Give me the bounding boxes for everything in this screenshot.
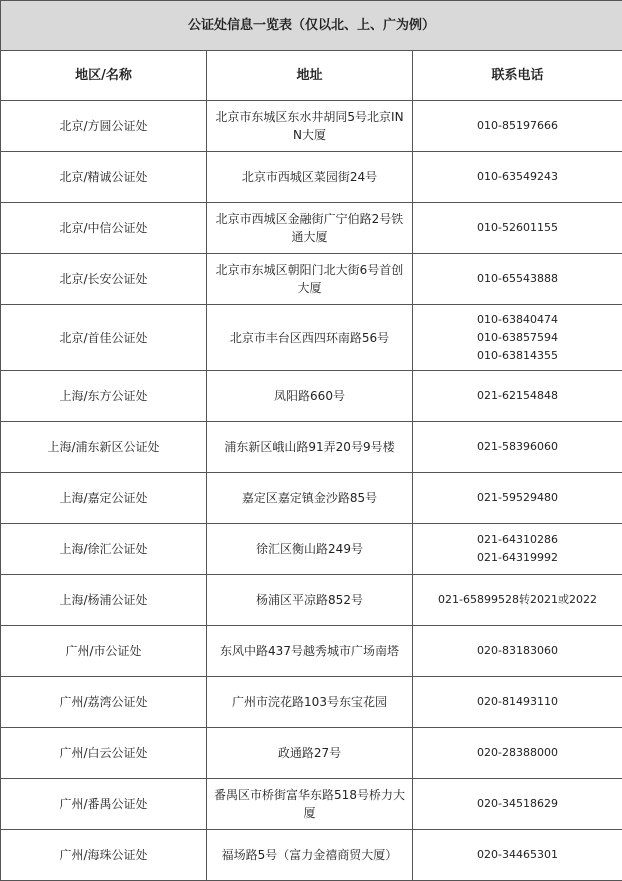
phone-number: 021-62154848: [477, 389, 558, 402]
address-cell: 北京市西城区金融街广宁伯路2号铁通大厦: [207, 203, 413, 254]
phone-cell: [413, 152, 622, 203]
office-name-cell: 北京/精诚公证处: [1, 152, 207, 203]
address-cell: 北京市东城区朝阳门北大街6号首创大厦: [207, 254, 413, 305]
phone-cell: [413, 422, 622, 473]
office-name-cell: 上海/徐汇公证处: [1, 524, 207, 575]
address-cell: 北京市丰台区西四环南路56号: [207, 305, 413, 371]
phone-number: 010-52601155: [477, 221, 558, 234]
table-row: [1, 305, 622, 371]
phone-number: 010-65543888: [477, 272, 558, 285]
address-cell: 广州市浣花路103号东宝花园: [207, 677, 413, 728]
table-row: [1, 575, 622, 626]
table-row: [1, 101, 622, 152]
address-cell: 北京市西城区菜园街24号: [207, 152, 413, 203]
office-name-cell: 广州/番禺公证处: [1, 779, 207, 830]
phone-number: 010-63857594: [477, 330, 558, 344]
table-row: [1, 254, 622, 305]
phone-number: 020-34518629: [477, 797, 558, 810]
table-row: [1, 626, 622, 677]
office-name-cell: 上海/杨浦公证处: [1, 575, 207, 626]
phone-number: 021-64319992: [477, 551, 558, 564]
phone-cell: [413, 677, 622, 728]
address-cell: 东风中路437号越秀城市广场南塔: [207, 626, 413, 677]
phone-cell: [413, 524, 622, 575]
phone-number: 021-65899528转2021或2022: [438, 593, 597, 606]
address-cell: 福场路5号（富力金禧商贸大厦）: [207, 830, 413, 881]
phone-cell: [413, 779, 622, 830]
office-name-cell: 上海/浦东新区公证处: [1, 422, 207, 473]
office-name-cell: 广州/白云公证处: [1, 728, 207, 779]
office-name-cell: 广州/市公证处: [1, 626, 207, 677]
phone-cell: [413, 575, 622, 626]
table-row: [1, 371, 622, 422]
phone-number: 010-63840474: [477, 312, 558, 326]
table-caption-row: [1, 1, 622, 51]
phone-cell: [413, 254, 622, 305]
column-header-name: 地区/名称: [1, 51, 207, 101]
phone-number: 021-59529480: [477, 491, 558, 504]
table-row: [1, 152, 622, 203]
phone-cell: [413, 728, 622, 779]
office-name-cell: 上海/东方公证处: [1, 371, 207, 422]
table-body: [1, 101, 622, 881]
office-name-cell: 北京/长安公证处: [1, 254, 207, 305]
table-row: [1, 203, 622, 254]
phone-number: 021-64310286: [477, 533, 558, 546]
table-row: [1, 728, 622, 779]
phone-number: 021-58396060: [477, 440, 558, 453]
office-name-cell: 北京/中信公证处: [1, 203, 207, 254]
address-cell: 政通路27号: [207, 728, 413, 779]
phone-number: 010-63814355: [477, 348, 558, 362]
office-name-cell: 广州/海珠公证处: [1, 830, 207, 881]
office-name-cell: 上海/嘉定公证处: [1, 473, 207, 524]
address-cell: 北京市东城区东水井胡同5号北京INN大厦: [207, 101, 413, 152]
office-name-cell: 北京/首佳公证处: [1, 305, 207, 371]
phone-number: 010-63549243: [477, 170, 558, 183]
table-row: [1, 677, 622, 728]
office-name-cell: 广州/荔湾公证处: [1, 677, 207, 728]
phone-cell: [413, 305, 622, 371]
table-row: [1, 473, 622, 524]
column-header-address: 地址: [207, 51, 413, 101]
phone-cell: [413, 101, 622, 152]
phone-cell: [413, 830, 622, 881]
phone-number: 010-85197666: [477, 119, 558, 132]
table-row: [1, 422, 622, 473]
table-row: [1, 524, 622, 575]
office-name-cell: 北京/方圆公证处: [1, 101, 207, 152]
column-header-phone: 联系电话: [413, 51, 622, 101]
address-cell: 浦东新区峨山路91弄20号9号楼: [207, 422, 413, 473]
table-title: 公证处信息一览表（仅以北、上、广为例）: [1, 1, 622, 51]
address-cell: 凤阳路660号: [207, 371, 413, 422]
phone-number: 020-28388000: [477, 746, 558, 759]
phone-cell: [413, 203, 622, 254]
address-cell: 徐汇区衡山路249号: [207, 524, 413, 575]
phone-cell: [413, 626, 622, 677]
table-row: [1, 779, 622, 830]
phone-number: 020-83183060: [477, 644, 558, 657]
phone-cell: [413, 473, 622, 524]
phone-number: 020-81493110: [477, 695, 558, 708]
phone-number: 020-34465301: [477, 848, 558, 861]
address-cell: 番禺区市桥街富华东路518号桥力大厦: [207, 779, 413, 830]
phone-cell: [413, 371, 622, 422]
address-cell: 嘉定区嘉定镇金沙路85号: [207, 473, 413, 524]
table-row: [1, 830, 622, 881]
address-cell: 杨浦区平凉路852号: [207, 575, 413, 626]
column-header-row: [1, 51, 622, 101]
